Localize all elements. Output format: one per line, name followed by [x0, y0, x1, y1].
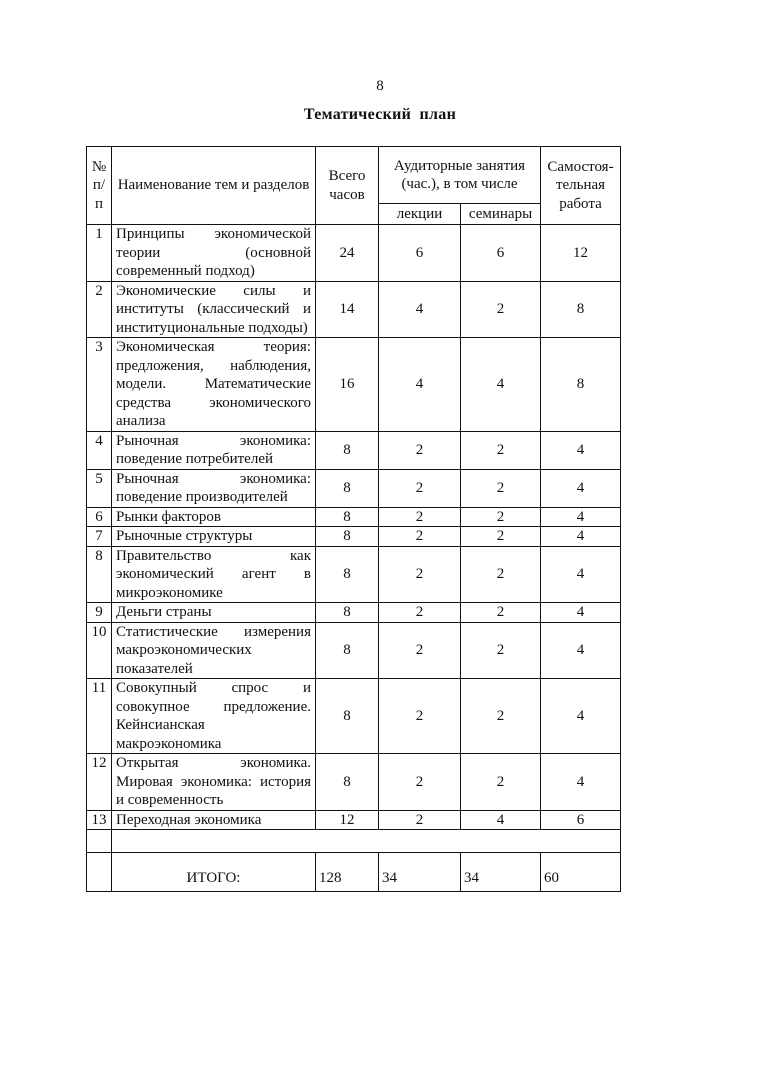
row-number: 6	[87, 507, 112, 527]
hours-seminars: 2	[461, 431, 541, 469]
topic-name: Статистические измерения макроэкономических показателей	[112, 622, 316, 679]
hours-seminars: 2	[461, 603, 541, 623]
header-self-work: Самостоя-тельная работа	[541, 147, 621, 225]
table-row	[87, 754, 621, 811]
row-number: 12	[87, 754, 112, 811]
table-body	[87, 225, 621, 830]
row-number: 9	[87, 603, 112, 623]
hours-seminars: 2	[461, 507, 541, 527]
hours-lectures: 2	[379, 431, 461, 469]
hours-total: 16	[316, 338, 379, 432]
table-row	[87, 622, 621, 679]
hours-self-work: 12	[541, 225, 621, 282]
row-number: 1	[87, 225, 112, 282]
hours-total: 8	[316, 546, 379, 603]
header-auditory: Аудиторные занятия (час.), в том числе	[379, 147, 541, 204]
table-row	[87, 546, 621, 603]
blank-cell	[112, 830, 621, 853]
hours-seminars: 4	[461, 810, 541, 830]
totals-lectures: 34	[379, 853, 461, 892]
header-total: Всего часов	[316, 147, 379, 225]
blank-row	[87, 830, 621, 853]
page-number: 8	[376, 78, 384, 94]
page-title: Тематический план	[303, 106, 457, 123]
table-row	[87, 810, 621, 830]
hours-lectures: 2	[379, 527, 461, 547]
topic-name: Правительство как экономический агент в микроэкономике	[112, 546, 316, 603]
hours-seminars: 2	[461, 679, 541, 754]
hours-total: 8	[316, 527, 379, 547]
hours-seminars: 2	[461, 281, 541, 338]
hours-lectures: 4	[379, 338, 461, 432]
table-row	[87, 225, 621, 282]
header-lectures: лекции	[379, 204, 461, 225]
row-number: 11	[87, 679, 112, 754]
hours-seminars: 2	[461, 754, 541, 811]
hours-total: 8	[316, 679, 379, 754]
hours-total: 8	[316, 622, 379, 679]
row-number: 2	[87, 281, 112, 338]
topic-name: Экономические силы и институты (классический и институциональные подходы)	[112, 281, 316, 338]
row-number: 13	[87, 810, 112, 830]
row-number: 3	[87, 338, 112, 432]
topic-name: Переходная экономика	[112, 810, 316, 830]
topic-name: Рынки факторов	[112, 507, 316, 527]
topic-name: Рыночные структуры	[112, 527, 316, 547]
totals-label: ИТОГО:	[112, 853, 316, 892]
hours-total: 14	[316, 281, 379, 338]
table-row	[87, 679, 621, 754]
row-number: 4	[87, 431, 112, 469]
table-row	[87, 469, 621, 507]
topic-name: Открытая экономика. Мировая экономика: история и современность	[112, 754, 316, 811]
table-row	[87, 431, 621, 469]
totals-self-work: 60	[541, 853, 621, 892]
hours-total: 12	[316, 810, 379, 830]
topic-name: Рыночная экономика: поведение потребителей	[112, 431, 316, 469]
hours-total: 8	[316, 469, 379, 507]
topic-name: Рыночная экономика: поведение производителей	[112, 469, 316, 507]
header-name: Наименование тем и разделов	[112, 147, 316, 225]
hours-total: 8	[316, 431, 379, 469]
hours-lectures: 2	[379, 469, 461, 507]
hours-self-work: 4	[541, 679, 621, 754]
thematic-plan-table	[86, 146, 621, 892]
row-number: 10	[87, 622, 112, 679]
hours-lectures: 4	[379, 281, 461, 338]
topic-name: Совокупный спрос и совокупное предложение. Кейнсианская макроэкономика	[112, 679, 316, 754]
hours-total: 8	[316, 603, 379, 623]
hours-self-work: 8	[541, 338, 621, 432]
hours-self-work: 4	[541, 603, 621, 623]
blank-cell	[87, 830, 112, 853]
hours-self-work: 6	[541, 810, 621, 830]
totals-total: 128	[316, 853, 379, 892]
hours-lectures: 2	[379, 679, 461, 754]
hours-lectures: 6	[379, 225, 461, 282]
totals-num-cell	[87, 853, 112, 892]
topic-name: Принципы экономической теории (основной современный подход)	[112, 225, 316, 282]
row-number: 7	[87, 527, 112, 547]
row-number: 5	[87, 469, 112, 507]
row-number: 8	[87, 546, 112, 603]
hours-self-work: 4	[541, 527, 621, 547]
hours-seminars: 4	[461, 338, 541, 432]
hours-seminars: 2	[461, 527, 541, 547]
hours-total: 8	[316, 754, 379, 811]
header-num: № п/п	[87, 147, 112, 225]
hours-lectures: 2	[379, 810, 461, 830]
hours-lectures: 2	[379, 546, 461, 603]
hours-self-work: 4	[541, 546, 621, 603]
hours-lectures: 2	[379, 507, 461, 527]
hours-self-work: 8	[541, 281, 621, 338]
table-row	[87, 527, 621, 547]
table-row	[87, 507, 621, 527]
hours-seminars: 2	[461, 622, 541, 679]
hours-total: 24	[316, 225, 379, 282]
table-row	[87, 281, 621, 338]
totals-row	[87, 853, 621, 892]
hours-self-work: 4	[541, 469, 621, 507]
table-row	[87, 338, 621, 432]
hours-lectures: 2	[379, 603, 461, 623]
totals-seminars: 34	[461, 853, 541, 892]
hours-lectures: 2	[379, 622, 461, 679]
hours-lectures: 2	[379, 754, 461, 811]
hours-seminars: 2	[461, 546, 541, 603]
topic-name: Деньги страны	[112, 603, 316, 623]
hours-self-work: 4	[541, 431, 621, 469]
topic-name: Экономическая теория: предложения, наблюдения, модели. Математические средства экономического анализа	[112, 338, 316, 432]
hours-self-work: 4	[541, 622, 621, 679]
hours-self-work: 4	[541, 754, 621, 811]
table-row	[87, 603, 621, 623]
hours-self-work: 4	[541, 507, 621, 527]
hours-seminars: 6	[461, 225, 541, 282]
hours-seminars: 2	[461, 469, 541, 507]
header-seminars: семинары	[461, 204, 541, 225]
hours-total: 8	[316, 507, 379, 527]
